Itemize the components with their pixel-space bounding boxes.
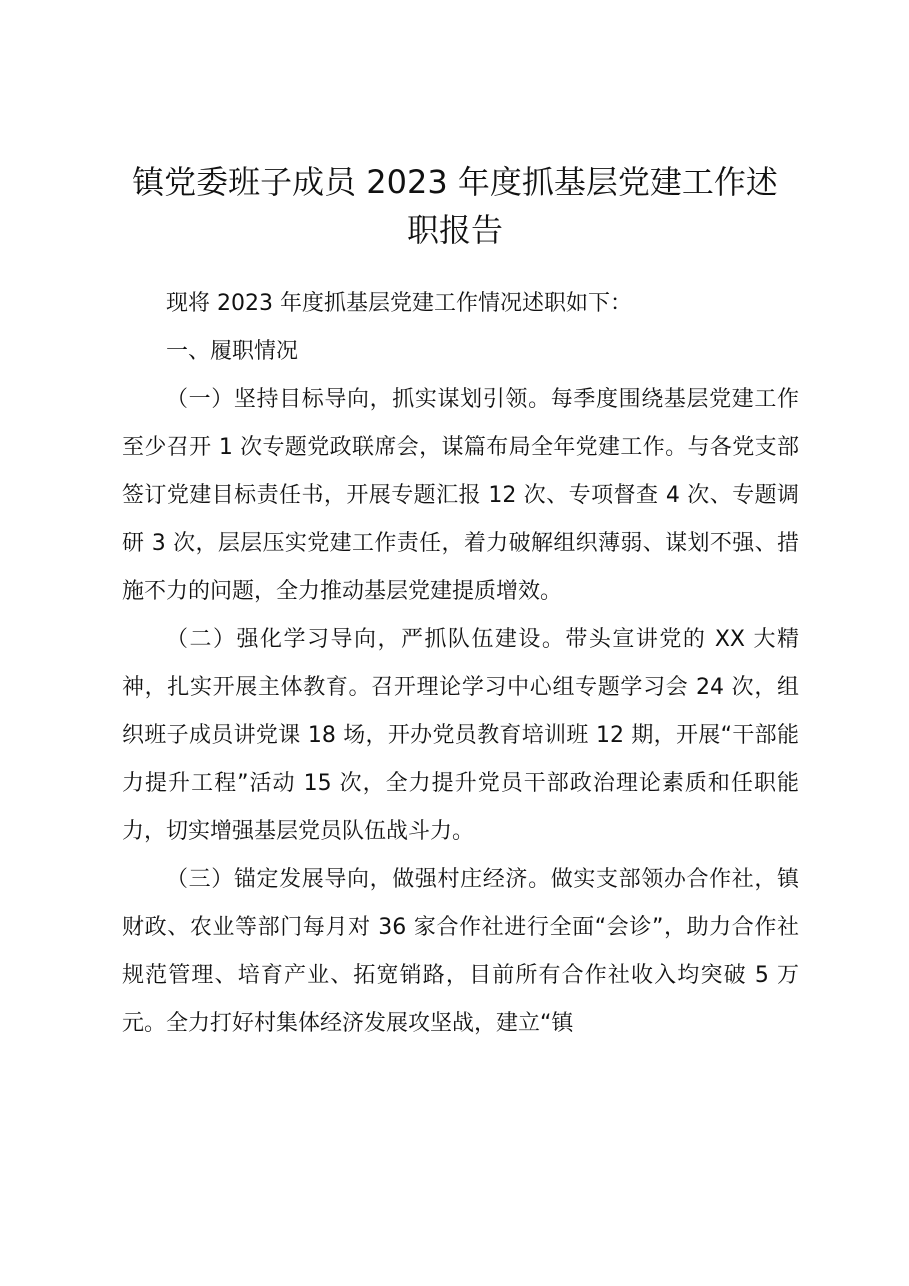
paragraph-2: （二）强化学习导向，严抓队伍建设。带头宣讲党的 XX 大精神，扎实开展主体教育。召开理论学习中心组专题学习会 24 次，组织班子成员讲党课 18 场，开办党员教育培训班 12 期，开展“干部能力提升工程”活动 15 次，全力提升党员干部政治理论素质和任职能力，切实增强基层党员队伍战斗力。 [122, 627, 799, 844]
paragraph-1: （一）坚持目标导向，抓实谋划引领。每季度围绕基层党建工作至少召开 1 次专题党政联席会，谋篇布局全年党建工作。与各党支部签订党建目标责任书，开展专题汇报 12 次、专项督查 4 次、专题调研 3 次，层层压实党建工作责任，着力破解组织薄弱、谋划不强、措施不力的问题，全力推动基层党建提质增效。 [122, 387, 799, 604]
section-heading: 一、履职情况 [166, 339, 299, 364]
title-line-2: 职报告 [406, 211, 503, 249]
document-title [110, 158, 800, 254]
paragraph-3: （三）锚定发展导向，做强村庄经济。做实支部领办合作社，镇财政、农业等部门每月对 36 家合作社进行全面“会诊”，助力合作社规范管理、培育产业、拓宽销路，目前所有合作社收入均突破 5 万元。全力打好村集体经济发展攻坚战，建立“镇 [122, 867, 799, 1036]
intro-paragraph: 现将 2023 年度抓基层党建工作情况述职如下： [166, 291, 632, 316]
document-body [122, 280, 799, 1048]
title-line-1: 镇党委班子成员 2023 年度抓基层党建工作述 [132, 163, 778, 201]
